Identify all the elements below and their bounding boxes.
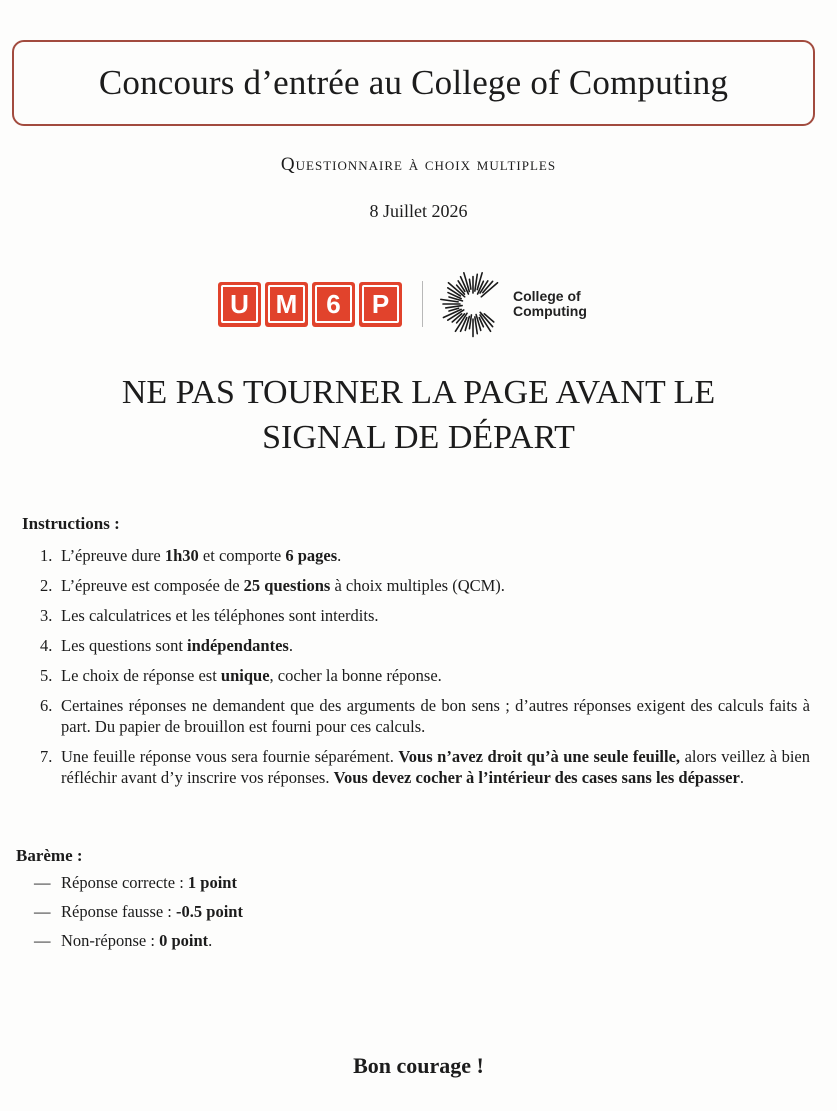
bareme-dash: — [34, 873, 51, 892]
bareme-label: Non-réponse : [61, 931, 160, 950]
instruction-text: Les calculatrices et les téléphones sont interdits. [61, 606, 379, 625]
instruction-number: 6. [40, 696, 53, 715]
bareme-value: 1 point [187, 873, 237, 892]
instruction-text: Une feuille réponse vous sera fournie séparément. Vous n’avez droit qu’à une seule feuille, alors veillez à bien réfléchir avant d’y inscrire vos réponses. Vous devez cocher à l’intérieur des cases sans les dépasser. [61, 747, 810, 787]
um6p-letter-box [265, 282, 308, 327]
um6p-letter-box [359, 282, 402, 327]
instruction-item [40, 665, 810, 686]
college-label-line2: Computing [513, 303, 587, 319]
bareme-dash: — [34, 902, 51, 921]
instruction-number: 1. [40, 546, 53, 565]
instructions-list [40, 545, 810, 797]
warning-line-2: SIGNAL DE DÉPART [262, 419, 575, 456]
college-label-line1: College of [513, 288, 581, 304]
instruction-number: 5. [40, 666, 53, 685]
instruction-item [40, 695, 810, 737]
bareme-heading: Barème : [16, 846, 83, 865]
um6p-logo [218, 282, 402, 327]
um6p-letter: 6 [315, 285, 352, 323]
logo-divider [422, 281, 423, 327]
bareme-value: 0 point [159, 931, 209, 950]
um6p-letter-box [218, 282, 261, 327]
bareme-dash: — [34, 931, 51, 950]
bareme-value: -0.5 point [176, 902, 243, 921]
instruction-number: 2. [40, 576, 53, 595]
bareme-item [34, 872, 243, 893]
exam-title: Concours d’entrée au College of Computing [98, 63, 729, 102]
instruction-text: Les questions sont indépendantes. [61, 636, 293, 655]
um6p-letter: U [221, 285, 258, 323]
instruction-text: Le choix de réponse est unique, cocher la bonne réponse. [61, 666, 442, 685]
instruction-text: L’épreuve dure 1h30 et comporte 6 pages. [61, 546, 342, 565]
instructions-heading: Instructions : [22, 514, 120, 533]
instruction-item [40, 575, 810, 596]
um6p-letter-box [312, 282, 355, 327]
exam-subtitle: Questionnaire à choix multiples [280, 154, 557, 175]
bareme-item [34, 901, 243, 922]
instruction-number: 4. [40, 636, 53, 655]
title-box [12, 40, 815, 126]
instruction-item [40, 545, 810, 566]
instruction-item [40, 605, 810, 626]
warning-line-1: NE PAS TOURNER LA PAGE AVANT LE [121, 374, 716, 411]
college-of-computing-logo-text [513, 289, 587, 319]
bareme-item: — Non-réponse : 0 point. [34, 931, 213, 950]
instruction-number: 7. [40, 747, 53, 766]
um6p-letter: M [268, 285, 305, 323]
bareme-list [34, 872, 243, 959]
instruction-text: L’épreuve est composée de 25 questions à choix multiples (QCM). [61, 576, 505, 595]
instruction-item [40, 746, 810, 788]
instruction-number: 3. [40, 606, 53, 625]
warning-banner [0, 370, 837, 460]
exam-date: 8 Juillet 2026 [369, 201, 468, 221]
closing-message: Bon courage ! [353, 1053, 484, 1078]
college-burst-icon [439, 270, 507, 338]
bareme-label: Réponse fausse : [61, 902, 177, 921]
bareme-label: Réponse correcte : [61, 873, 188, 892]
instruction-item [40, 635, 810, 656]
logo-row [218, 272, 587, 336]
um6p-letter: P [362, 285, 399, 323]
instruction-text: Certaines réponses ne demandent que des arguments de bon sens ; d’autres réponses exigent des calculs faits à part. Du papier de brouillon est fourni pour ces calculs. [61, 696, 810, 736]
